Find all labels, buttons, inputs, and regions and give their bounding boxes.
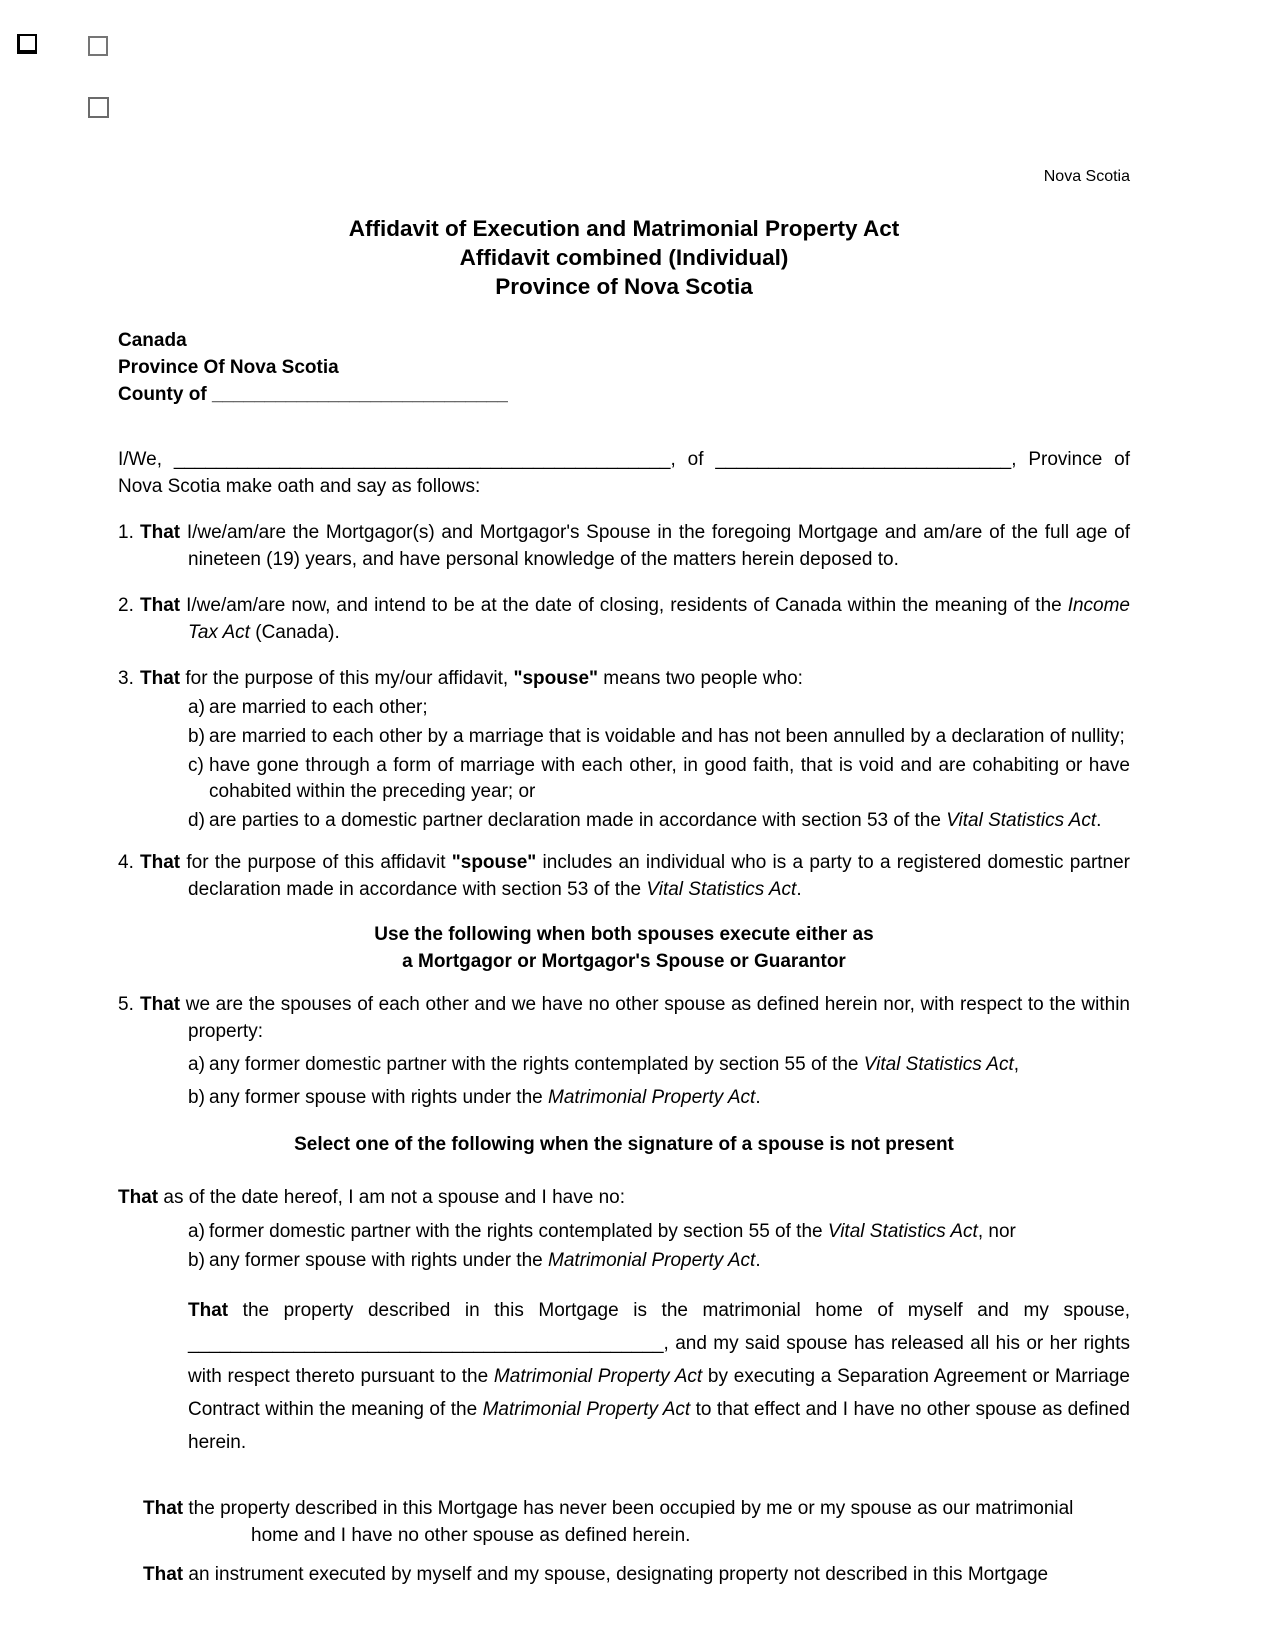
sub-label: d) [188,810,205,831]
not-spouse-sub-b [188,1248,1130,1274]
opening-oath-paragraph: I/We, _______________________________________________, of ____________________________, Province of Nova Scotia make oath and say as follows: [118,449,1130,497]
item-5-sublist [118,1052,1130,1111]
sub-label: b) [188,1250,205,1271]
jurisdiction-block [118,327,1130,408]
checkbox-2[interactable] [88,36,108,56]
affidavit-item-1 [118,519,1130,573]
affidavit-item-5 [118,991,1130,1045]
sub-label: b) [188,1087,205,1108]
item-1-number: 1. [118,522,134,543]
affidavit-item-4 [118,849,1130,903]
sub-label: a) [188,1221,205,1242]
not-spouse-paragraph: That as of the date hereof, I am not a spouse and I have no: [118,1187,625,1208]
heading-both-spouses-line-1: Use the following when both spouses execute either as [374,924,874,945]
document-title [118,214,1130,301]
item-3-text: That for the purpose of this my/our affidavit, "spouse" means two people who: [140,668,803,689]
sub-text: are married to each other; [209,697,428,718]
item-5-text: That we are the spouses of each other and we have no other spouse as defined herein nor, with respect to the within property: [140,994,1130,1042]
region-label: Nova Scotia [1043,168,1130,185]
item-3-sub-b [188,724,1130,750]
sub-text: any former spouse with rights under the Matrimonial Property Act. [209,1250,761,1271]
item-4-number: 4. [118,852,134,873]
item-3-sub-d [188,808,1130,834]
item-3-sub-a [188,695,1130,721]
item-3-sublist [118,695,1130,834]
checkbox-3[interactable] [88,97,109,118]
item-5-sub-a [188,1052,1130,1078]
matrimonial-home-paragraph: That the property described in this Mortgage is the matrimonial home of myself and my spouse, _____________________________________________, and my said spouse has released all his or her rights with respect thereto pursuant to the Matrimonial Property Act by executing a Separation Agreement or Marriage Contract within the meaning of the Matrimonial Property Act to that effect and I have no other spouse as defined herein. [188,1300,1130,1453]
affidavit-item-2 [118,592,1130,646]
not-spouse-sublist [118,1219,1130,1274]
item-2-number: 2. [118,595,134,616]
document-title-line-2: Affidavit combined (Individual) [459,245,789,270]
never-occupied-paragraph: That the property described in this Mortgage has never been occupied by me or my spouse as our matrimonial home and I have no other spouse as defined herein. [143,1498,1074,1546]
sub-text: former domestic partner with the rights contemplated by section 55 of the Vital Statistics Act, nor [209,1221,1016,1242]
sub-text: are parties to a domestic partner declaration made in accordance with section 53 of the Vital Statistics Act. [209,810,1102,831]
document-body [118,0,1130,1588]
sub-label: a) [188,697,205,718]
sub-label: c) [188,755,204,776]
item-3-number: 3. [118,668,134,689]
jurisdiction-county: County of ____________________________ [118,384,508,405]
checkbox-1[interactable] [17,34,37,54]
item-1-text: That I/we/am/are the Mortgagor(s) and Mortgagor's Spouse in the foregoing Mortgage and am/are of the full age of nineteen (19) years, and have personal knowledge of the matters herein deposed to. [140,522,1130,570]
sub-text: are married to each other by a marriage that is voidable and has not been annulled by a declaration of nullity; [209,726,1125,747]
heading-both-spouses-line-2: a Mortgagor or Mortgagor's Spouse or Guarantor [402,951,846,972]
sub-text: any former domestic partner with the rights contemplated by section 55 of the Vital Statistics Act, [209,1054,1020,1075]
jurisdiction-canada: Canada [118,330,187,351]
item-4-text: That for the purpose of this affidavit "spouse" includes an individual who is a party to a registered domestic partner declaration made in accordance with section 53 of the Vital Statistics Act. [140,852,1131,900]
heading-select-one: Select one of the following when the signature of a spouse is not present [294,1134,954,1155]
sub-label: a) [188,1054,205,1075]
heading-both-spouses [118,921,1130,975]
instrument-paragraph: That an instrument executed by myself and my spouse, designating property not described in this Mortgage [143,1564,1049,1585]
document-title-line-3: Province of Nova Scotia [495,274,753,299]
jurisdiction-province: Province Of Nova Scotia [118,357,339,378]
document-title-line-1: Affidavit of Execution and Matrimonial Property Act [348,216,900,241]
sub-text: have gone through a form of marriage with each other, in good faith, that is void and are cohabiting or have cohabited within the preceding year; or [209,755,1130,802]
item-5-number: 5. [118,994,134,1015]
item-2-text: That I/we/am/are now, and intend to be at the date of closing, residents of Canada within the meaning of the Income Tax Act (Canada). [140,595,1130,643]
item-3-sub-c [188,753,1130,805]
affidavit-item-3 [118,665,1130,692]
not-spouse-sub-a [188,1219,1130,1245]
item-5-sub-b [188,1085,1130,1111]
sub-text: any former spouse with rights under the Matrimonial Property Act. [209,1087,761,1108]
sub-label: b) [188,726,205,747]
